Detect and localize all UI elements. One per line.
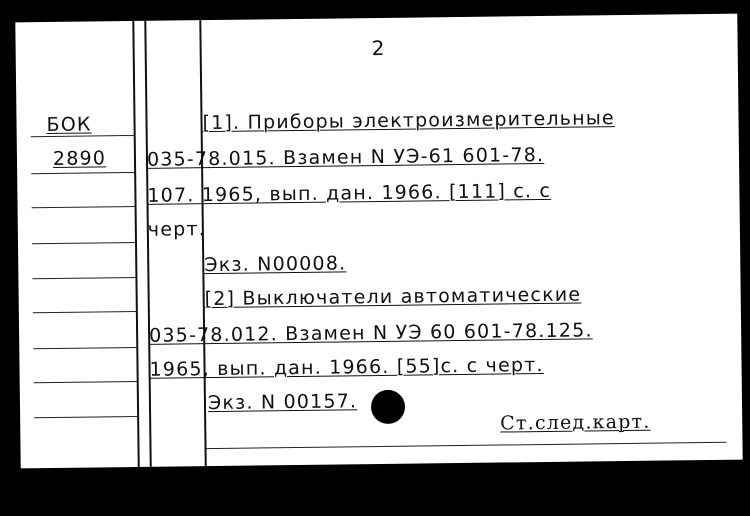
card-number: 2 [371, 35, 386, 61]
ruled-line [33, 311, 137, 313]
entry-2-title: [2] Выключатели автоматические [204, 283, 582, 311]
ruled-line [32, 277, 136, 279]
ruled-line [32, 206, 136, 208]
entry-1-copy: Экз. N00008. [204, 252, 347, 277]
left-margin-rule-inner [144, 21, 151, 467]
entry-1-line4: черт. [147, 218, 207, 241]
entry-2-line3: 1965, вып. дан. 1966. [55]с. с черт. [149, 353, 544, 381]
entry-1-title: [1]. Приборы электроизмерительные [202, 107, 615, 135]
inventory-number: 2890 [52, 147, 107, 170]
catalog-card [15, 14, 742, 469]
entry-2-line2: 035-78.012. Взамен N УЭ 60 601-78.125. [149, 319, 593, 347]
continuation-note: Ст.след.карт. [500, 410, 651, 435]
ruled-line [34, 381, 138, 383]
ink-blot [371, 390, 405, 424]
punch-hole [356, 476, 396, 516]
entry-1-line2: 035-78.015. Взамен N УЭ-61 601-78. [146, 143, 545, 171]
ruled-line [34, 416, 138, 418]
ruled-line [32, 242, 136, 244]
text-margin-rule [199, 20, 206, 466]
ruled-line [33, 347, 137, 349]
entry-1-line3: 107. 1965, вып. дан. 1966. [111] с. с [147, 179, 552, 207]
ruled-line [207, 442, 727, 449]
shelf-mark: БОК [46, 113, 92, 137]
ruled-line [31, 172, 135, 174]
left-margin-rule [132, 21, 139, 467]
entry-2-copy: Экз. N 00157. [207, 390, 358, 415]
